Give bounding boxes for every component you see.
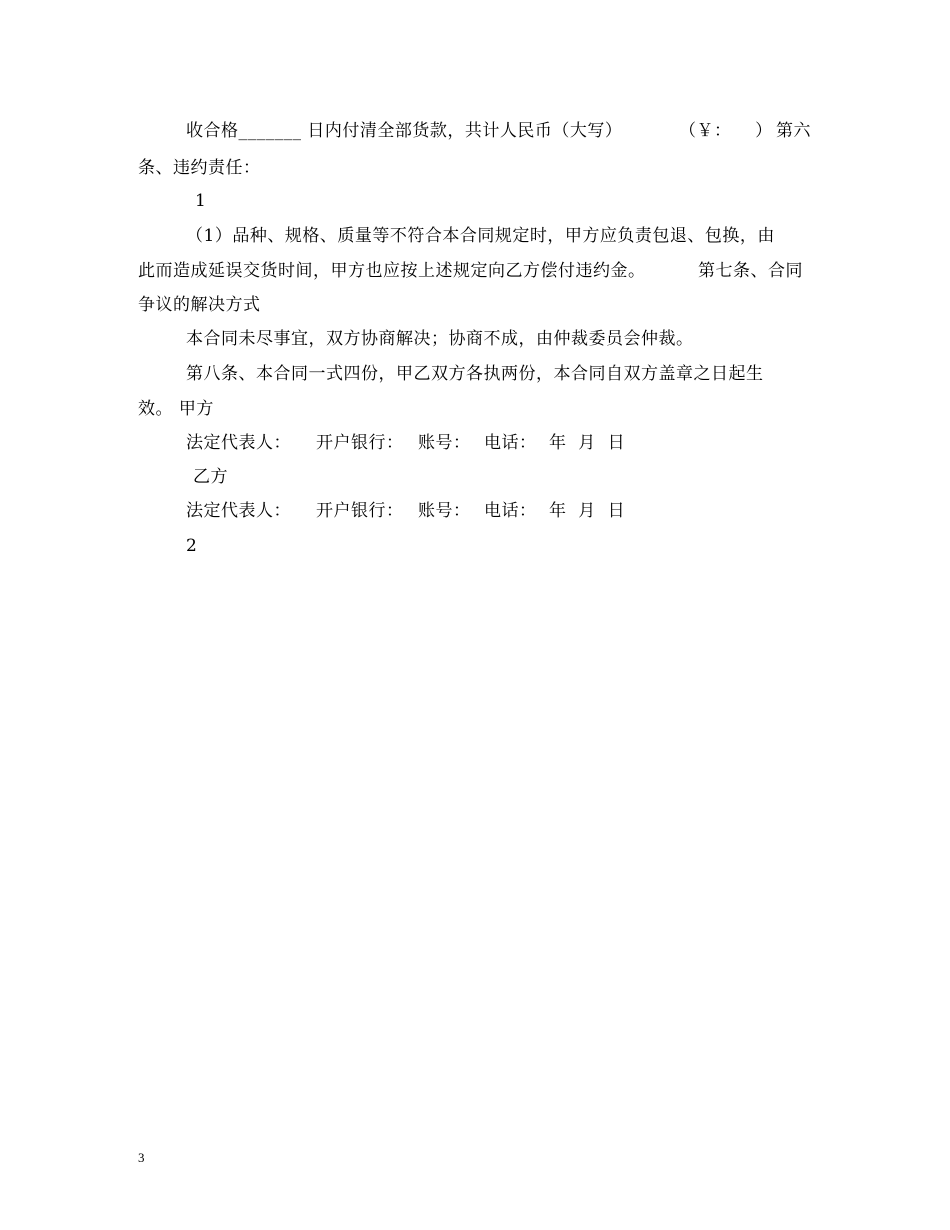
label-date: 年 月 日 [549, 501, 626, 521]
page-marker: 2 [186, 536, 198, 556]
label-date: 年 月 日 [549, 433, 626, 453]
paragraph-line: 本合同未尽事宜，双方协商解决；协商不成，由仲裁委员会仲裁。 [186, 329, 694, 349]
party-b-heading: 乙方 [193, 467, 228, 487]
label-legal-rep: 法定代表人： [186, 501, 291, 521]
text-article-seven-start: 第七条、合同 [698, 261, 803, 281]
label-account: 账号： [418, 433, 471, 453]
label-legal-rep: 法定代表人： [186, 433, 291, 453]
page-marker: 1 [195, 191, 207, 211]
paragraph-line: 效。 甲方 [138, 399, 214, 419]
text-article-six-start: 第六 [776, 121, 811, 141]
page-number: 3 [138, 1150, 145, 1165]
label-phone: 电话： [484, 433, 537, 453]
text-penalty: 此而造成延误交货时间，甲方也应按上述规定向乙方偿付违约金。 [138, 261, 646, 281]
paragraph-line: （1）品种、规格、质量等不符合本合同规定时，甲方应负责包退、包换，由 [186, 226, 775, 246]
label-phone: 电话： [484, 501, 537, 521]
label-bank: 开户银行： [316, 501, 404, 521]
paragraph-line: 条、违约责任： [138, 158, 261, 178]
paragraph-line [186, 120, 826, 230]
text-yuan-amount: （￥： ） [679, 121, 773, 141]
paragraph-line: 第八条、本合同一式四份，甲乙双方各执两份，本合同自双方盖章之日起生 [186, 364, 764, 384]
label-account: 账号： [418, 501, 471, 521]
party-b-info-line [186, 500, 686, 654]
text-payment-term: 收合格_______ 日内付清全部货款，共计人民币（大写） [186, 121, 623, 141]
paragraph-line: 争议的解决方式 [138, 295, 261, 315]
label-bank: 开户银行： [316, 433, 404, 453]
